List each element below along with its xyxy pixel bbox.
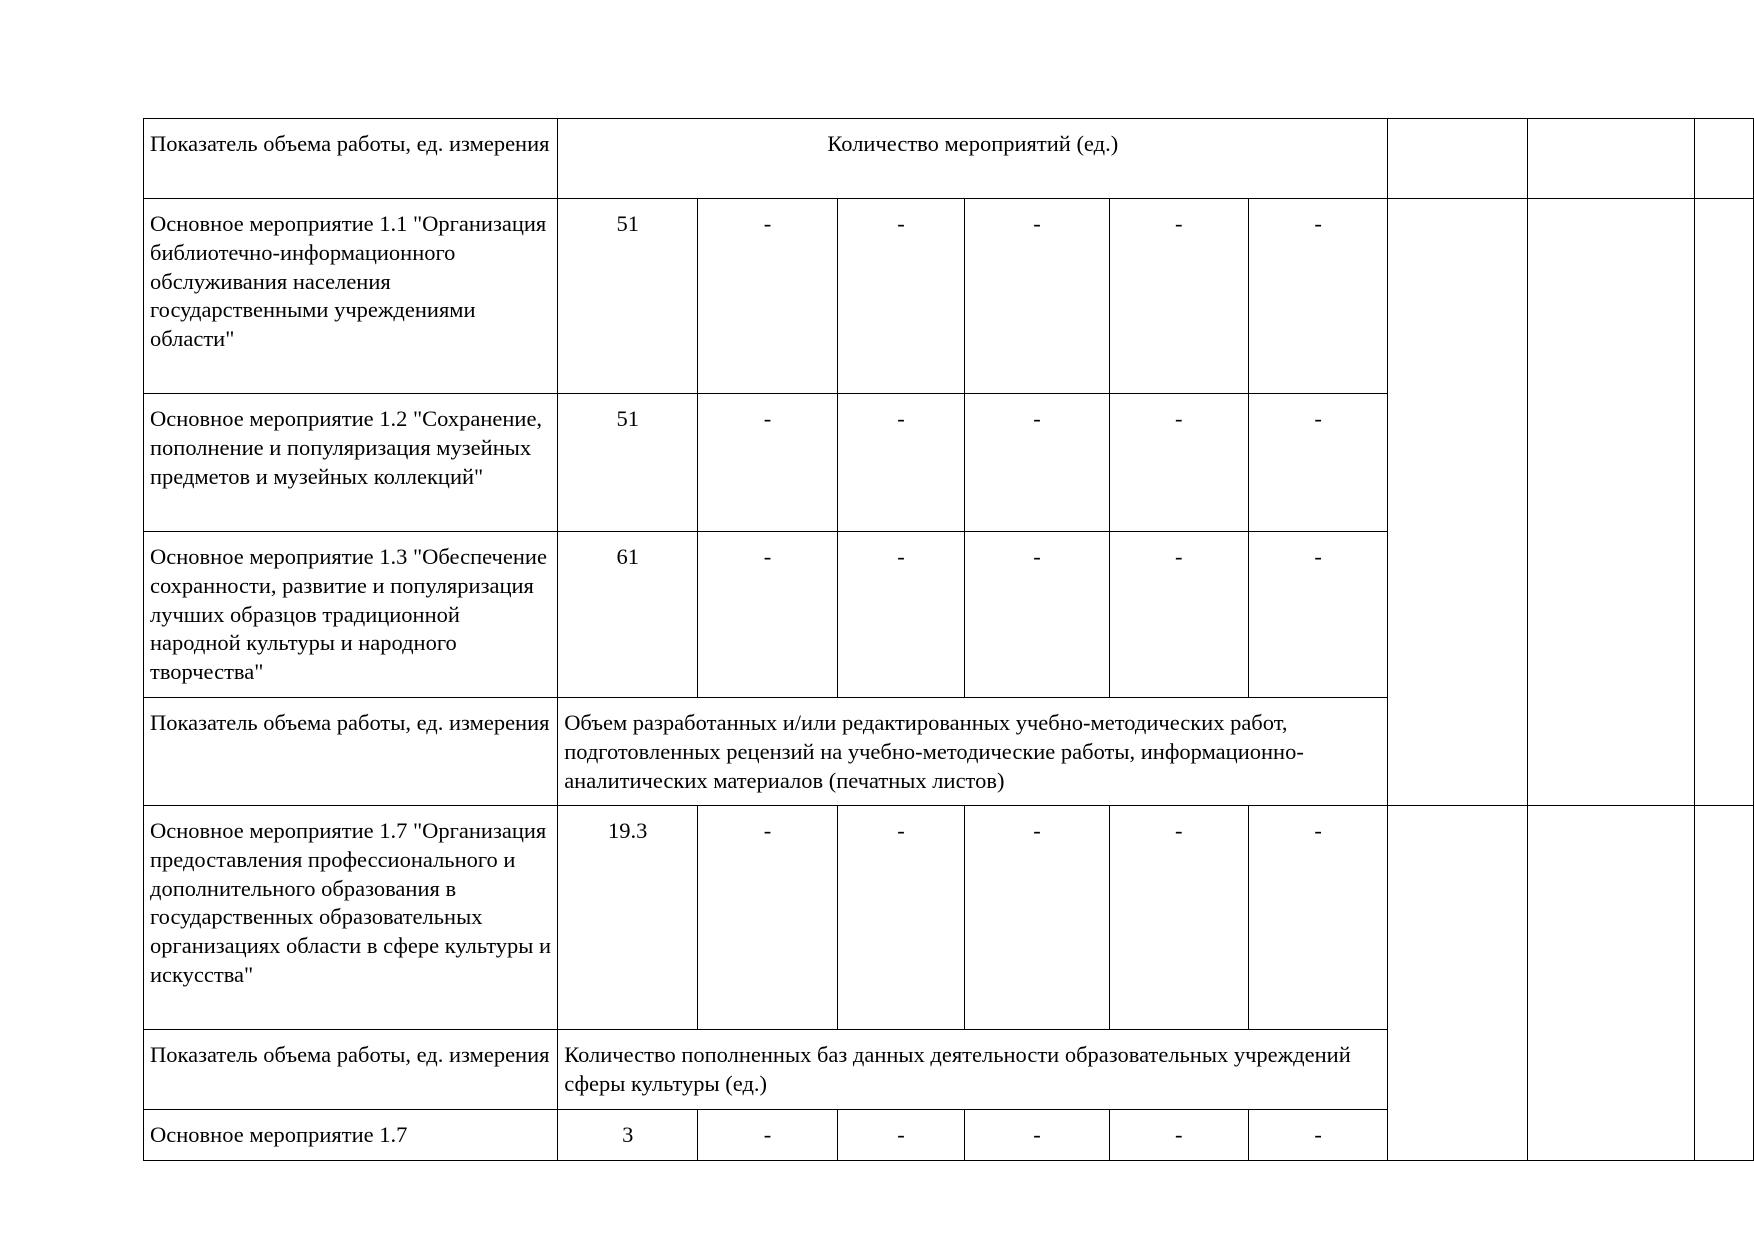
row-dash: - [698,394,837,532]
row-value: 51 [558,394,698,532]
merged-empty-cell [1694,806,1753,1161]
indicator-label: Показатель объема работы, ед. измерения [144,1030,558,1110]
row-dash: - [837,394,965,532]
row-dash: - [1109,394,1248,532]
row-dash: - [698,806,837,1030]
row-dash: - [1109,532,1248,698]
empty-cell [1388,119,1527,199]
empty-cell [1694,119,1753,199]
indicator-label: Показатель объема работы, ед. измерения [144,698,558,806]
merged-empty-cell [1388,199,1527,806]
row-dash: - [1109,1110,1248,1161]
header-row [144,119,1754,199]
row-label: Основное мероприятие 1.1 "Организация библиотечно-информационного обслуживания населения государственными учреждениями области" [144,199,558,394]
row-dash: - [837,806,965,1030]
merged-empty-cell [1694,199,1753,806]
row-dash: - [837,1110,965,1161]
row-dash: - [1109,806,1248,1030]
row-dash: - [698,1110,837,1161]
header-label: Показатель объема работы, ед. измерения [144,119,558,199]
row-dash: - [698,199,837,394]
table-row [144,199,1754,394]
row-dash: - [965,806,1109,1030]
row-label: Основное мероприятие 1.7 [144,1110,558,1161]
indicator-text: Количество пополненных баз данных деятельности образовательных учреждений сферы культуры (ед.) [558,1030,1388,1110]
row-dash: - [1248,806,1387,1030]
row-label: Основное мероприятие 1.3 "Обеспечение сохранности, развитие и популяризация лучших образцов традиционной народной культуры и народного творчества" [144,532,558,698]
merged-empty-cell [1388,806,1527,1161]
row-label: Основное мероприятие 1.2 "Сохранение, пополнение и популяризация музейных предметов и музейных коллекций" [144,394,558,532]
row-dash: - [1109,199,1248,394]
row-dash: - [965,394,1109,532]
row-dash: - [965,532,1109,698]
row-value: 51 [558,199,698,394]
table-row [144,806,1754,1030]
row-dash: - [1248,199,1387,394]
row-dash: - [965,1110,1109,1161]
indicators-table [143,118,1754,1161]
row-value: 61 [558,532,698,698]
indicator-text: Объем разработанных и/или редактированных учебно-методических работ, подготовленных рецензий на учебно-методические работы, информационно-аналитических материалов (печатных листов) [558,698,1388,806]
row-dash: - [1248,1110,1387,1161]
empty-cell [1527,119,1694,199]
row-dash: - [837,199,965,394]
row-value: 19.3 [558,806,698,1030]
row-dash: - [1248,394,1387,532]
row-value: 3 [558,1110,698,1161]
merged-empty-cell [1527,806,1694,1161]
row-dash: - [965,199,1109,394]
row-label: Основное мероприятие 1.7 "Организация предоставления профессионального и дополнительного образования в государственных образовательных организациях области в сфере культуры и искусства" [144,806,558,1030]
row-dash: - [837,532,965,698]
merged-empty-cell [1527,199,1694,806]
header-title: Количество мероприятий (ед.) [558,119,1388,199]
row-dash: - [1248,532,1387,698]
row-dash: - [698,532,837,698]
